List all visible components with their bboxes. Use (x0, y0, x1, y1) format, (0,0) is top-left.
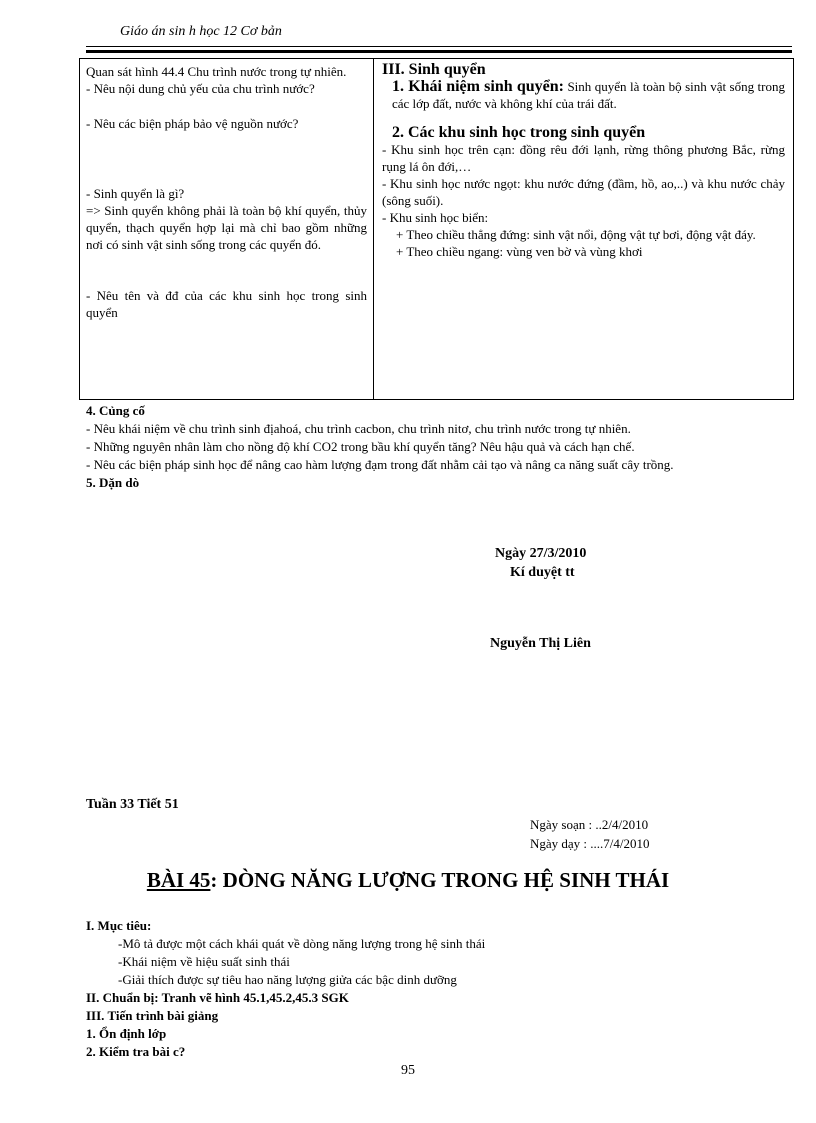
lesson-table (79, 58, 794, 400)
header-rule-thick (86, 50, 792, 53)
lesson-dates (530, 815, 650, 853)
week-lesson: Tuần 33 Tiết 51 (86, 797, 179, 812)
content-column (374, 59, 793, 399)
objective-2: -Khái niệm về hiệu suất sinh thái (118, 954, 290, 969)
consolidation-question-3: - Nêu các biện pháp sinh học để nâng cao hàm lượng đạm trong đất nhằm cải tạo và nâng ca năng suất cây trồng. (86, 457, 674, 472)
teach-date: Ngày dạy : ....7/4/2010 (530, 836, 650, 851)
left-text-1: Quan sát hình 44.4 Chu trình nước trong tự nhiên. (86, 64, 347, 79)
left-text-5: => Sinh quyển không phải là toàn bộ khí quyển, thủy quyển, thạch quyển hợp lại mà chỉ bao gồm những nơi có sinh vật sinh sống trong các quyển đó. (86, 203, 367, 252)
step-1: 1. Ổn định lớp (86, 1026, 167, 1041)
process-heading: III. Tiến trình bài giảng (86, 1008, 219, 1023)
concept-label: 1. Khái niệm sinh quyển: (392, 78, 564, 95)
step-2: 2. Kiểm tra bài c? (86, 1044, 186, 1059)
left-text-6: - Nêu tên và đđ của các khu sinh học trong sinh quyển (86, 288, 367, 320)
concept-text: Sinh quyển là toàn bộ sinh vật sống trong các lớp đất, nước và không khí của trái đất. (392, 79, 786, 111)
header-rule-thin (86, 46, 792, 47)
concept-paragraph (382, 78, 785, 112)
lesson-plan-section (86, 917, 786, 1061)
biome-land: - Khu sinh học trên cạn: đồng rêu đới lạnh, rừng thông phương Bắc, rừng rụng lá ôn đới,… (382, 142, 785, 174)
biome-sea-vertical: + Theo chiều thẳng đứng: sinh vật nổi, động vật tự bơi, động vật đáy. (396, 227, 756, 242)
preparation: II. Chuẩn bị: Tranh vẽ hình 45.1,45.2,45.3 SGK (86, 990, 349, 1005)
left-text-3: - Nêu các biện pháp bảo vệ nguồn nước? (86, 116, 299, 131)
lesson-title-text: : DÒNG NĂNG LƯỢNG TRONG HỆ SINH THÁI (210, 868, 670, 892)
consolidation-section (86, 402, 786, 492)
page-number: 95 (401, 1063, 415, 1078)
lesson-title-number: BÀI 45 (146, 868, 211, 892)
objective-1: -Mô tả được một cách khái quát về dòng năng lượng trong hệ sinh thái (118, 936, 486, 951)
biomes-heading: 2. Các khu sinh học trong sinh quyển (392, 124, 646, 141)
lesson-title (0, 868, 816, 893)
consolidation-question-1: - Nêu khái niệm về chu trình sinh địahoá, chu trình cacbon, chu trình nitơ, chu trình nước trong tự nhiên. (86, 421, 631, 436)
consolidation-question-2: - Những nguyên nhân làm cho nồng độ khí CO2 trong bầu khí quyển tăng? Nêu hậu quả và cách hạn chế. (86, 439, 635, 454)
approver-name: Nguyễn Thị Liên (490, 636, 591, 651)
biome-freshwater: - Khu sinh học nước ngọt: khu nước đứng (đầm, hồ, ao,..) và khu nước chảy (sông suối). (382, 176, 785, 208)
section-heading: III. Sinh quyển (382, 61, 486, 78)
biome-sea: - Khu sinh học biển: (382, 210, 489, 225)
left-text-2: - Nêu nội dung chủ yếu của chu trình nước? (86, 81, 315, 96)
left-text-4: - Sinh quyển là gì? (86, 186, 185, 201)
approval-date: Ngày 27/3/2010 (495, 546, 587, 561)
biome-sea-horizontal: + Theo chiều ngang: vùng ven bờ và vùng khơi (396, 244, 643, 259)
homework-heading: 5. Dặn dò (86, 475, 140, 490)
objective-3: -Giải thích được sự tiêu hao năng lượng giửa các bậc dinh dưỡng (118, 972, 457, 987)
teacher-activity-column (80, 59, 374, 399)
objectives-heading: I. Mục tiêu: (86, 918, 152, 933)
consolidation-heading: 4. Củng cố (86, 403, 145, 418)
document-header: Giáo án sin h học 12 Cơ bản (120, 24, 282, 39)
approval-label: Kí duyệt tt (510, 565, 575, 580)
prep-date: Ngày soạn : ..2/4/2010 (530, 817, 649, 832)
